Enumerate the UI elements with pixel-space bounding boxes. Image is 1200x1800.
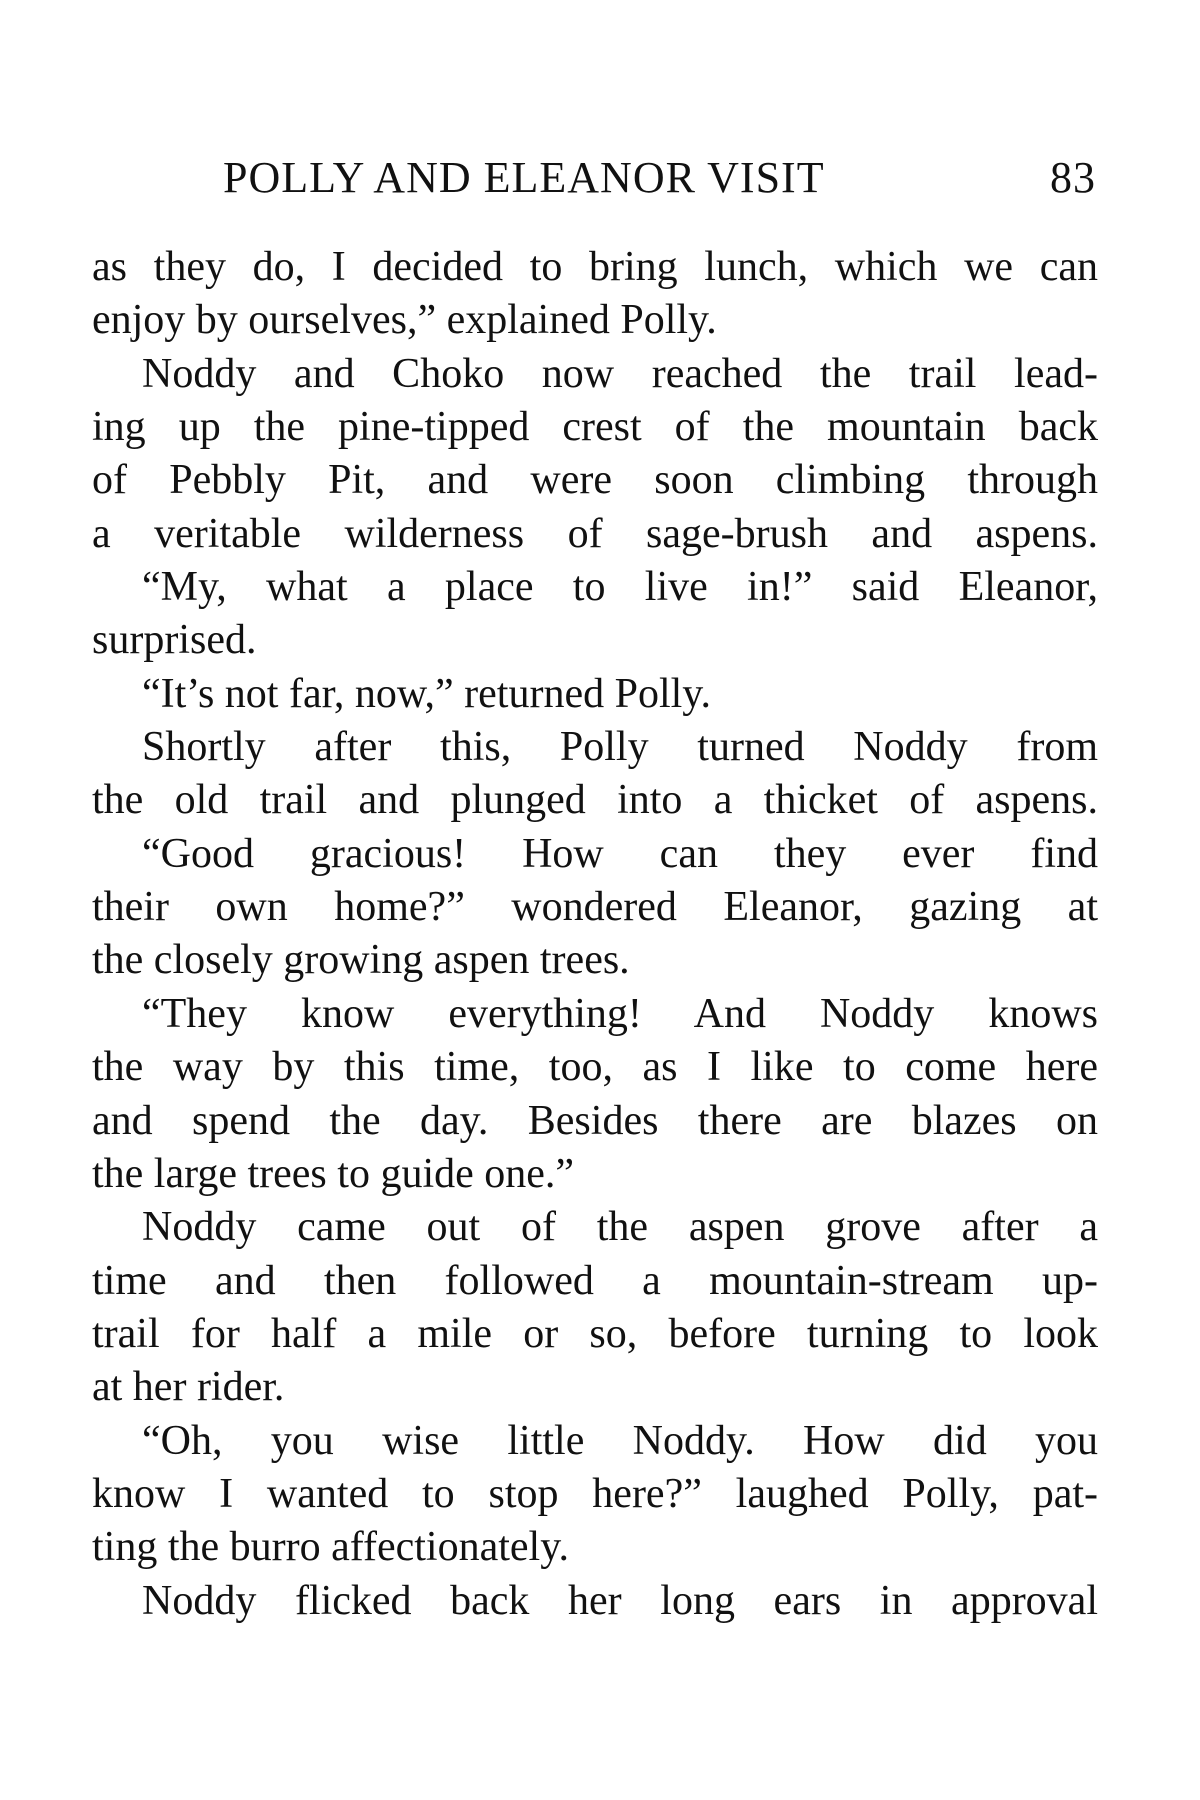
text-line: a veritable wilderness of sage-brush and aspens. — [92, 510, 1098, 557]
text-line: as they do, I decided to bring lunch, which we can — [92, 244, 1098, 290]
text-line: know I wanted to stop here?” laughed Polly, pat- — [92, 1470, 1098, 1517]
text-line: surprised. — [92, 617, 257, 664]
text-line: ting the burro affectionately. — [92, 1524, 569, 1571]
text-line: at her rider. — [92, 1364, 285, 1411]
text-line: their own home?” wondered Eleanor, gazing at — [92, 884, 1098, 931]
text-line: “They know everything! And Noddy knows — [142, 990, 1098, 1037]
text-line: ing up the pine-tipped crest of the mountain back — [92, 404, 1098, 451]
text-line: the closely growing aspen trees. — [92, 937, 630, 984]
text-line: “It’s not far, now,” returned Polly. — [142, 670, 712, 717]
text-line: time and then followed a mountain-stream up- — [92, 1257, 1098, 1304]
text-line: the large trees to guide one.” — [92, 1150, 575, 1197]
running-head — [223, 148, 1096, 208]
text-line: Noddy and Choko now reached the trail lead- — [142, 350, 1098, 397]
text-line: Shortly after this, Polly turned Noddy from — [142, 724, 1098, 771]
text-line: Noddy came out of the aspen grove after a — [142, 1204, 1098, 1251]
body-text — [92, 241, 1098, 1628]
text-line: “Good gracious! How can they ever find — [142, 830, 1098, 877]
text-line: the way by this time, too, as I like to come here — [92, 1044, 1098, 1091]
text-line: the old trail and plunged into a thicket of aspens. — [92, 777, 1098, 824]
page-number: 83 — [1050, 153, 1096, 202]
text-line: “My, what a place to live in!” said Eleanor, — [142, 564, 1098, 611]
text-line: of Pebbly Pit, and were soon climbing through — [92, 457, 1098, 504]
text-line: Noddy flicked back her long ears in approval — [142, 1577, 1098, 1624]
text-line: and spend the day. Besides there are blazes on — [92, 1097, 1098, 1144]
text-line: enjoy by ourselves,” explained Polly. — [92, 297, 717, 344]
text-line: trail for half a mile or so, before turning to look — [92, 1310, 1098, 1357]
running-title: POLLY AND ELEANOR VISIT — [223, 153, 825, 202]
text-line: “Oh, you wise little Noddy. How did you — [142, 1417, 1098, 1464]
